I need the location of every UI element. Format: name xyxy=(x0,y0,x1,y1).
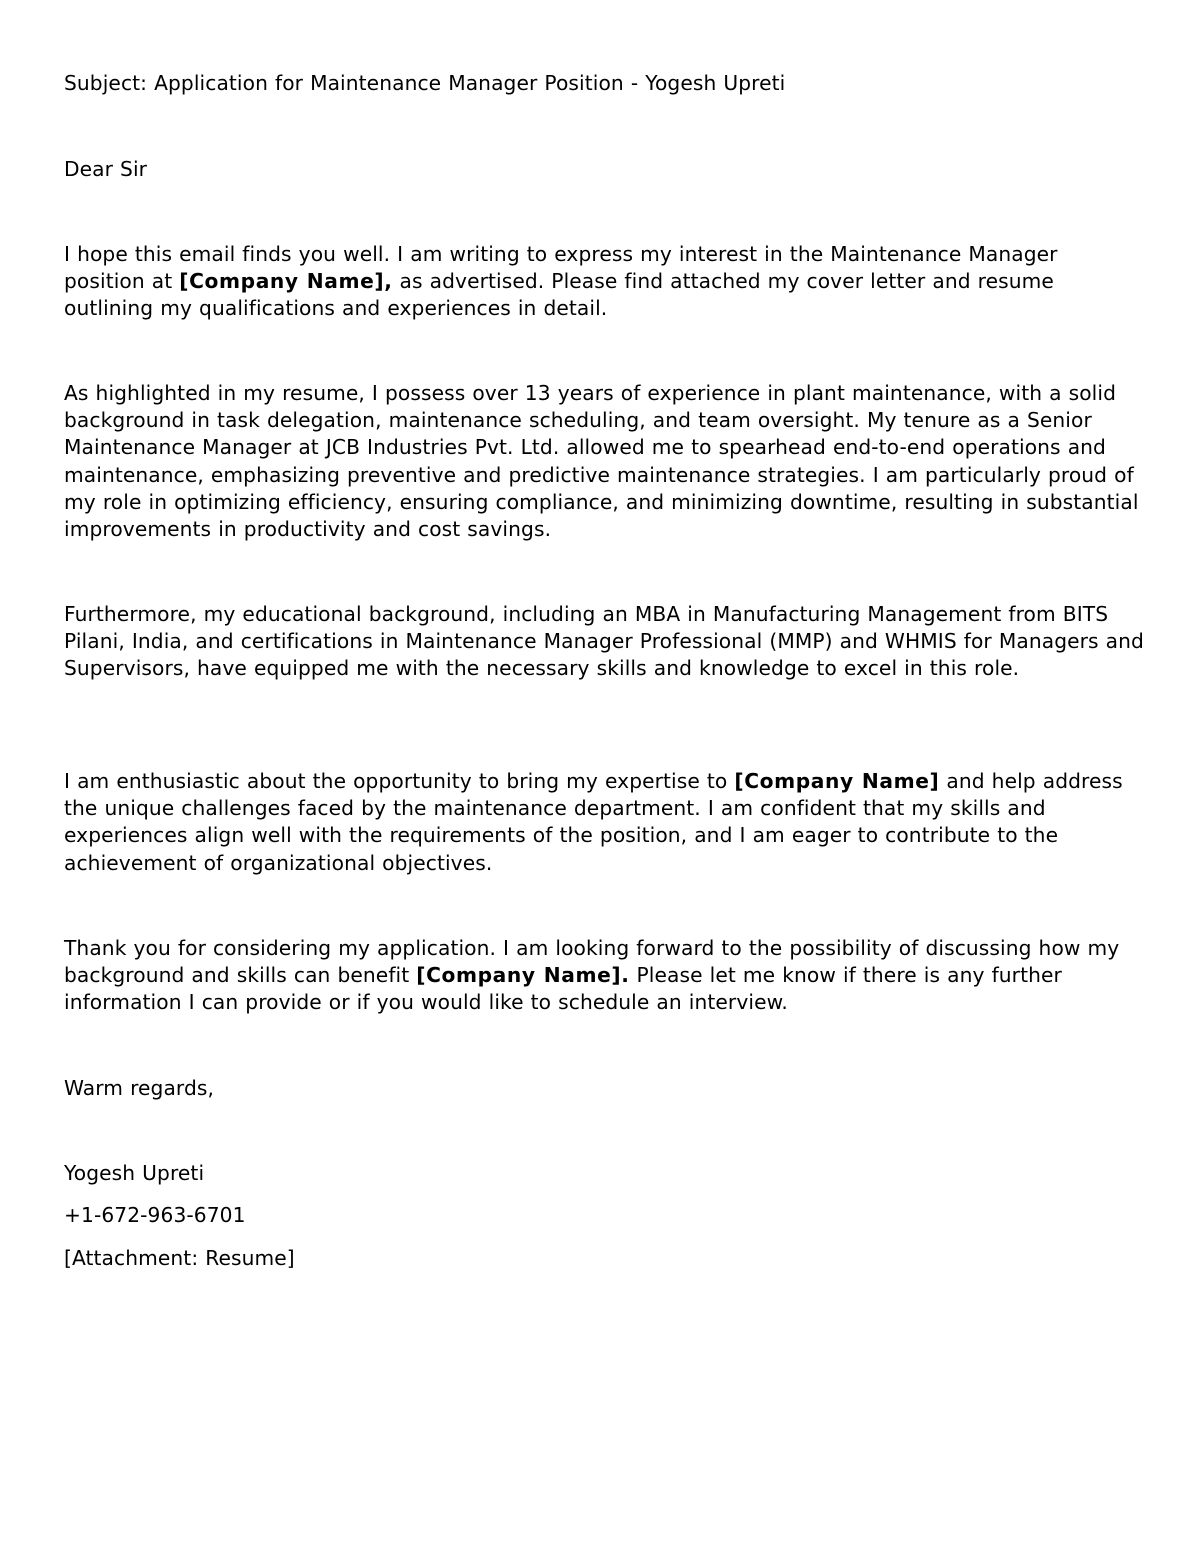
signature-name: Yogesh Upreti xyxy=(64,1161,205,1185)
paragraph-enthusiasm-text-a: I am enthusiastic about the opportunity to bring my expertise to xyxy=(64,769,735,793)
paragraph-intro-text-a: I hope this email finds you well. I am writing to express my interest in the Maintenance Manager position at xyxy=(64,242,1058,294)
paragraph-enthusiasm-text-b: and help address the unique challenges faced by the maintenance department. I am confident that my skills and experiences align well with the requirements of the position, and I am eager to contribute to the achievement of organizational objectives. xyxy=(64,769,1123,875)
signature-phone: +1-672-963-6701 xyxy=(64,1203,246,1227)
paragraph-enthusiasm xyxy=(64,768,1144,877)
paragraph-intro xyxy=(64,241,1144,323)
paragraph-experience: As highlighted in my resume, I possess over 13 years of experience in plant maintenance, with a solid background in task delegation, maintenance scheduling, and team oversight. My tenure as a Senior Maintenance Manager at JCB Industries Pvt. Ltd. allowed me to spearhead end-to-end operations and maintenance, emphasizing preventive and predictive maintenance strategies. I am particularly proud of my role in optimizing efficiency, ensuring compliance, and minimizing downtime, resulting in substantial improvements in productivity and cost savings. xyxy=(64,381,1139,542)
paragraph-thanks xyxy=(64,935,1144,1017)
paragraph-thanks-text-a: Thank you for considering my application. I am looking forward to the possibility of discussing how my background and skills can benefit xyxy=(64,936,1120,988)
company-name-placeholder: [Company Name]. xyxy=(416,963,630,988)
paragraph-thanks-text-b: Please let me know if there is any further information I can provide or if you would like to schedule an interview. xyxy=(64,963,1062,1015)
email-subject: Subject: Application for Maintenance Manager Position - Yogesh Upreti xyxy=(64,71,786,95)
salutation: Dear Sir xyxy=(64,157,148,181)
attachment-note: [Attachment: Resume] xyxy=(64,1246,295,1270)
paragraph-intro-text-b: as advertised. Please find attached my cover letter and resume outlining my qualifications and experiences in detail. xyxy=(64,269,1054,321)
paragraph-education: Furthermore, my educational background, including an MBA in Manufacturing Management from BITS Pilani, India, and certifications in Maintenance Manager Professional (MMP) and WHMIS for Managers and Supervisors, have equipped me with the necessary skills and knowledge to excel in this role. xyxy=(64,602,1144,681)
company-name-placeholder: [Company Name] xyxy=(734,769,940,793)
company-name-placeholder: [Company Name], xyxy=(179,269,393,294)
closing: Warm regards, xyxy=(64,1076,215,1100)
